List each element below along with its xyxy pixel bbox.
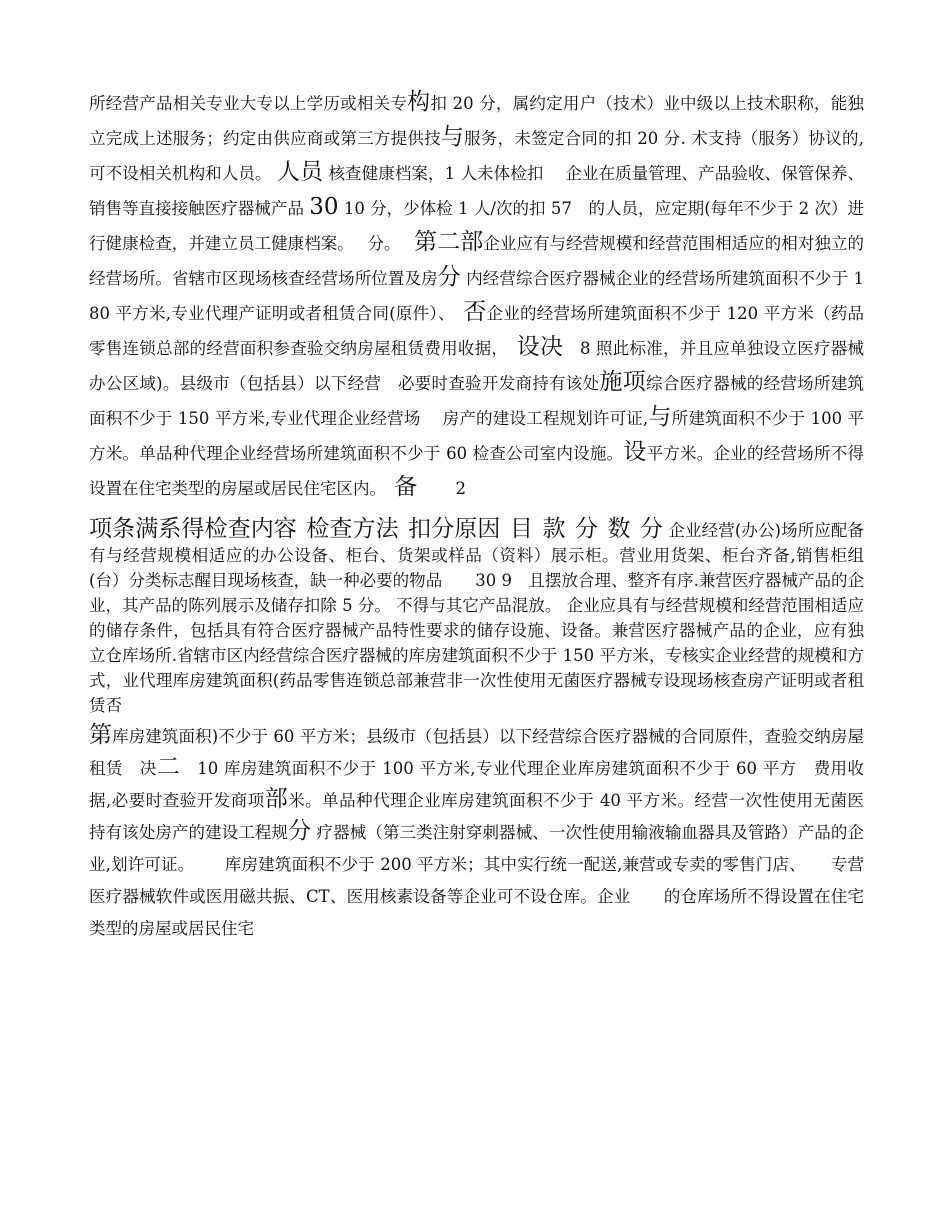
large-glyph-fragment: 构	[407, 89, 431, 115]
document-paragraph-2	[89, 518, 864, 718]
large-glyph-fragment: 备	[394, 474, 418, 500]
large-glyph-fragment: 30	[309, 194, 339, 220]
large-glyph-fragment: 设	[623, 439, 647, 465]
text-fragment: 核查健康档案，1 人未体检扣 企业在质量管理、产品验收、保管保养、销售等直接接触医疗器械产品	[89, 164, 865, 218]
large-glyph-fragment: 第二部	[414, 229, 484, 255]
text-fragment: 所建筑面积不少于 100 平方米。单品种代理企业经营场所建筑面积不少于 60 检查公司室内设施。	[89, 409, 865, 463]
text-fragment: 扣 20 分，属约定用户（技术）业中级以上技术职称，能独立完成上述服务；约定由供应商或第三方提供技	[89, 94, 865, 148]
large-glyph-fragment: 第	[89, 722, 113, 748]
large-glyph-fragment: 与	[648, 404, 672, 430]
table-header-line: 项条满系得检查内容 检查方法 扣分原因 目 款 分 数 分	[89, 516, 664, 542]
document-paragraph-1	[89, 86, 864, 506]
large-glyph-fragment: 施项	[599, 369, 647, 395]
text-fragment: 8 照此标准，并且应单独设立医疗器械办公区域)。县级市（包括县）以下经营 必要时查验开发商持有该处	[89, 339, 865, 393]
text-fragment: 疗器械（第三类注射穿刺器械、一次性使用输液输血器具及管路）产品的企业,划许可证。 库房建筑面积不少于 200 平方米；其中实行统一配送,兼营或专卖的零售门店、 专营医疗器械软件或医用磁共振、CT、医用核素设备等企业可不设仓库。企业 的仓库场所不得设置在住宅类型的房屋或居民住宅	[89, 823, 864, 938]
paragraph-text: 企业经营(办公)场所应配备有与经营规模相适应的办公设备、柜台、货架或样品（资料）展示柜。营业用货架、柜台齐备,销售柜组(台）分类标志醒目现场核查，缺一种必要的物品 30 9 且摆放合理、整齐有序.兼营医疗器械产品的企业，其产品的陈列展示及储存扣除 5 分。 不得与其它产品混放。 企业应具有与经营规模和经营范围相适应的储存条件，包括具有符合医疗器械产品特性要求的储存设施、设备。兼营医疗器械产品的企业，应有独立仓库场所.省辖市区内经营综合医疗器械的库房建筑面积不少于 150 平方米，专核实企业经营的规模和方式，业代理库房建筑面积(药品零售连锁总部兼营非一次性使用无菌医疗器械专设现场核查房产证明或者租赁否	[89, 521, 864, 715]
text-fragment: 平方米。企业的经营场所不得设置在住宅类型的房屋或居民住宅区内。	[89, 444, 864, 498]
text-fragment: 企业应有与经营规模和经营范围相适应的相对独立的经营场所。省辖市区现场核查经营场所位置及房	[89, 234, 865, 288]
text-fragment: 10 分，少体检 1 人/次的扣 57 的人员，应定期(每年不少于 2 次）进行健康检查，并建立员工健康档案。 分。	[89, 199, 864, 253]
text-fragment: 内经营综合医疗器械企业的经营场所建筑面积不少于 180 平方米,专业代理产证明或者租赁合同(原件）、	[89, 269, 864, 323]
large-glyph-fragment: 部	[264, 786, 289, 812]
document-paragraph-3	[89, 721, 886, 945]
text-fragment: 所经营产品相关专业大专以上学历或相关专	[89, 94, 408, 113]
text-fragment: 企业的经营场所建筑面积不少于 120 平方米（药品零售连锁总部的经营面积参查验交纳房屋租赁费用收据，	[89, 304, 864, 358]
large-glyph-fragment: 否	[463, 299, 487, 325]
document-page	[89, 86, 886, 945]
text-fragment: 服务，未签定合同的扣 20 分. 术支持（服务）协议的,可不设相关机构和人员。	[89, 129, 864, 183]
text-fragment: 米。单品种代理企业库房建筑面积不少于 40 平方米。经营一次性使用无菌医 持有该处房产的建设工程规	[89, 791, 886, 842]
large-glyph-fragment: 分	[437, 264, 461, 290]
large-glyph-fragment: 人员	[276, 159, 324, 185]
text-fragment: 综合医疗器械的经营场所建筑面积不少于 150 平方米,专业代理企业经营场 房产的建设工程规划许可证,	[89, 374, 865, 428]
large-glyph-fragment: 与	[440, 124, 465, 150]
text-fragment: 2	[417, 479, 466, 498]
text-fragment: 10 库房建筑面积不少于 100 平方米,专业代理企业库房建筑面积不少于 60 平方 费用收据,必要时查验开发商项	[89, 759, 865, 810]
large-glyph-fragment: 二	[156, 754, 181, 780]
large-glyph-fragment: 分	[288, 818, 312, 844]
text-fragment: 库房建筑面积)不少于 60 平方米；县级市（包括县）以下经营综合医疗器械的合同原件，查验交纳房屋租赁 决	[89, 727, 864, 778]
large-glyph-fragment: 设决	[516, 334, 564, 360]
